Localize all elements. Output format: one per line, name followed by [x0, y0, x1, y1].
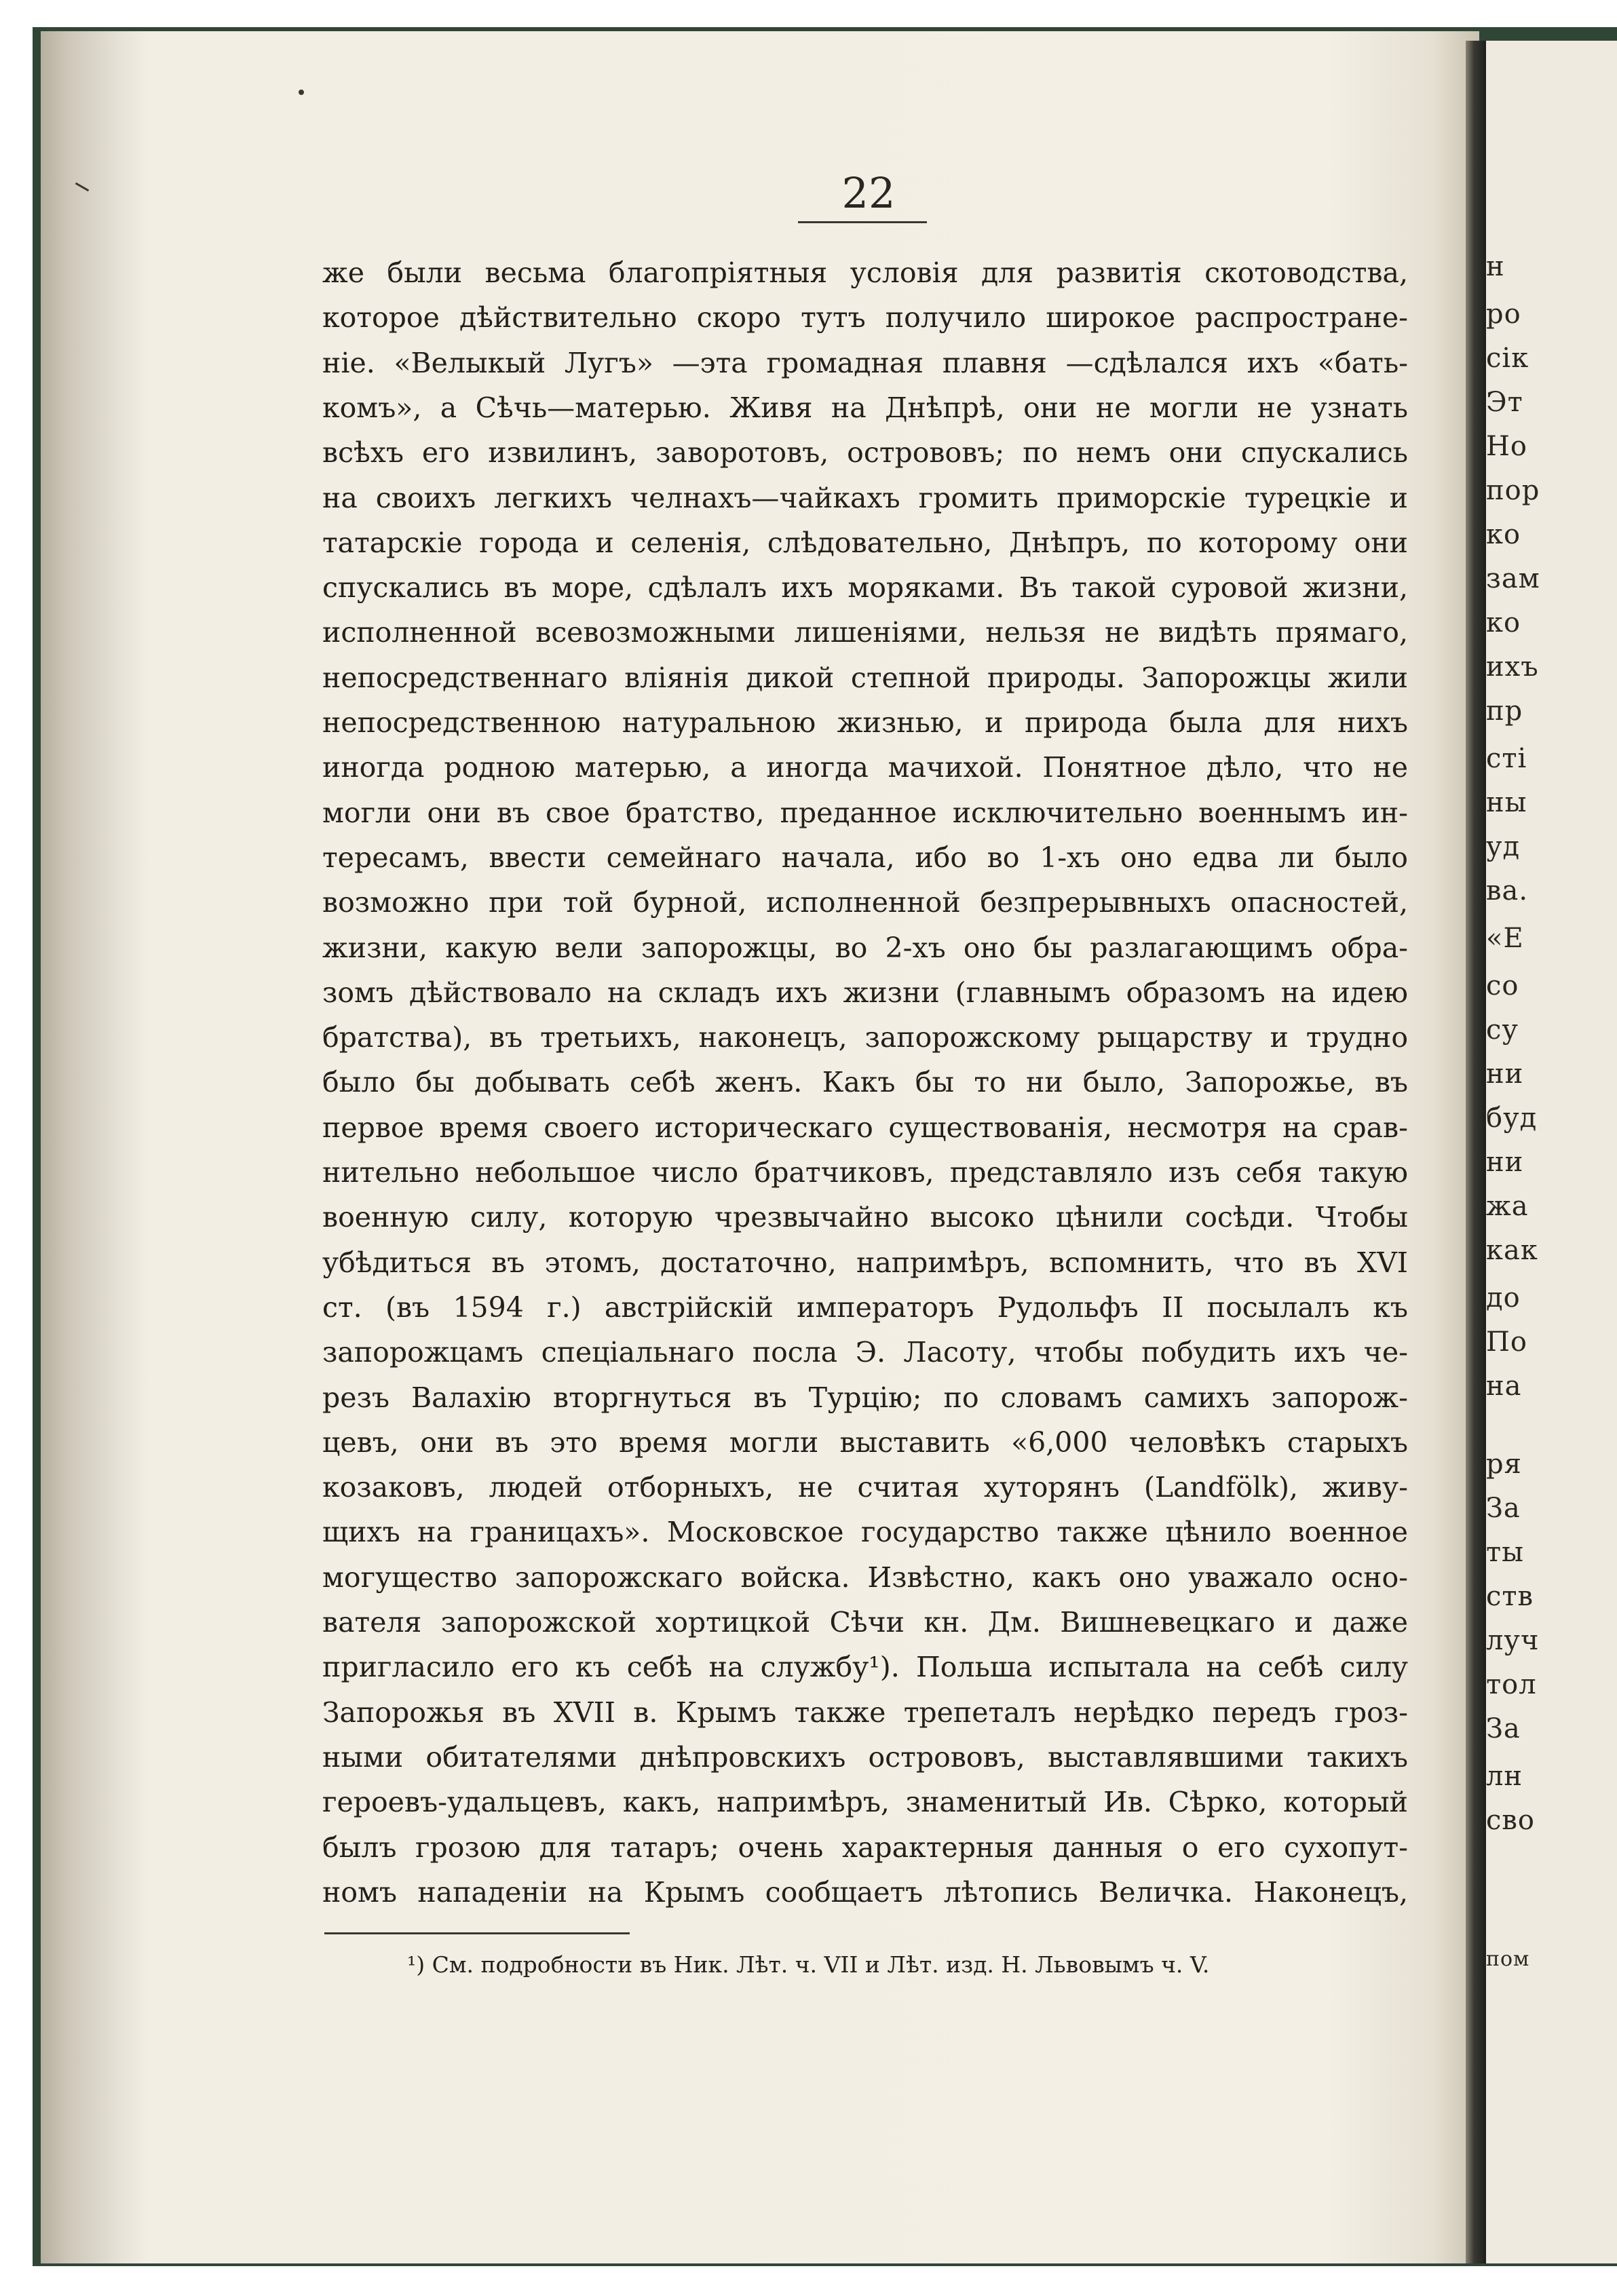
- book-gutter: [1466, 41, 1486, 2263]
- next-page-fragment: со: [1486, 970, 1519, 1001]
- next-page-fragment: уд: [1486, 831, 1521, 862]
- text-line: резъ Валахію вторгнуться въ Турцію; по словамъ самихъ запорож-: [322, 1381, 1408, 1414]
- text-line: героевъ-удальцевъ, какъ, напримѣръ, знаменитый Ив. Сѣрко, который: [322, 1786, 1408, 1819]
- text-line: былъ грозою для татаръ; очень характерныя данныя о его сухопут-: [322, 1831, 1408, 1864]
- text-line: цевъ, они въ это время могли выставить «6,000 человѣкъ старыхъ: [322, 1426, 1408, 1459]
- page-shadow: [41, 31, 149, 2263]
- next-page-fragment: пор: [1486, 475, 1540, 506]
- text-line: нительно небольшое число братчиковъ, представляло изъ себя такую: [322, 1156, 1408, 1189]
- text-line: ст. (въ 1594 г.) австрійскій императоръ Рудольфъ II посылалъ къ: [322, 1290, 1408, 1324]
- next-page-fragment: на: [1486, 1371, 1522, 1402]
- next-page-fragment: Эт: [1486, 387, 1523, 418]
- text-line: комъ», а Сѣчь—матерью. Живя на Днѣпрѣ, они не могли не узнать: [322, 391, 1408, 424]
- text-line: могущество запорожскаго войска. Извѣстно, какъ оно уважало осно-: [322, 1561, 1408, 1594]
- next-page-fragment: ни: [1486, 1147, 1524, 1178]
- next-page-edge: [1486, 41, 1617, 2263]
- next-page-fragment: ва.: [1486, 875, 1529, 906]
- text-line: всѣхъ его извилинъ, заворотовъ, острововъ; по немъ они спускались: [322, 436, 1408, 470]
- text-line: же были весьма благопріятныя условія для развитія скотоводства,: [322, 256, 1408, 289]
- next-page-fragment: сті: [1486, 743, 1527, 774]
- text-line: первое время своего историческаго существованія, несмотря на срав-: [322, 1111, 1408, 1144]
- next-page-fragment: ко: [1486, 607, 1521, 638]
- text-line: братства), въ третьихъ, наконецъ, запорожскому рыцарству и трудно: [322, 1021, 1408, 1054]
- text-line: ными обитателями днѣпровскихъ острововъ, выставлявшими такихъ: [322, 1740, 1408, 1774]
- text-line: спускались въ море, сдѣлалъ ихъ моряками. Въ такой суровой жизни,: [322, 571, 1408, 605]
- next-page-fragment: По: [1486, 1326, 1527, 1358]
- next-page-fragment: луч: [1486, 1625, 1540, 1656]
- next-page-fragment: «Е: [1486, 923, 1524, 954]
- text-line: вателя запорожской хортицкой Сѣчи кн. Дм. Вишневецкаго и даже: [322, 1606, 1408, 1639]
- text-line: иногда родною матерью, а иногда мачихой. Понятное дѣло, что не: [322, 751, 1408, 784]
- text-line: запорожцамъ спеціальнаго посла Э. Ласоту, чтобы побудить ихъ че-: [322, 1336, 1408, 1369]
- next-page-fragment: пом: [1486, 1947, 1530, 1971]
- next-page-fragment: ко: [1486, 519, 1521, 550]
- next-page-fragment: ро: [1486, 299, 1521, 330]
- text-line: жизни, какую вели запорожцы, во 2-хъ оно бы разлагающимъ обра-: [322, 931, 1408, 964]
- next-page-fragment: ств: [1486, 1581, 1534, 1612]
- text-line: Запорожья въ XVII в. Крымъ также трепеталъ нерѣдко передъ гроз-: [322, 1696, 1408, 1729]
- text-line: было бы добывать себѣ женъ. Какъ бы то ни было, Запорожье, въ: [322, 1066, 1408, 1099]
- text-line: возможно при той бурной, исполненной безпрерывныхъ опасностей,: [322, 886, 1408, 919]
- next-page-fragment: ни: [1486, 1058, 1524, 1090]
- next-page-fragment: как: [1486, 1235, 1538, 1266]
- next-page-fragment: лн: [1486, 1761, 1523, 1792]
- next-page-fragment: до: [1486, 1282, 1521, 1314]
- next-page-fragment: н: [1486, 251, 1505, 282]
- next-page-fragment: Но: [1486, 431, 1527, 462]
- next-page-fragment: жа: [1486, 1191, 1529, 1222]
- text-line: татарскіе города и селенія, слѣдовательно, Днѣпръ, по которому они: [322, 526, 1408, 559]
- text-line: которое дѣйствительно скоро тутъ получило широкое распростране-: [322, 301, 1408, 334]
- text-line: военную силу, которую чрезвычайно высоко цѣнили сосѣди. Чтобы: [322, 1201, 1408, 1234]
- footnote: ¹) См. подробности въ Ник. Лѣт. ч. VII и Лѣт. изд. Н. Львовымъ ч. V.: [407, 1951, 1210, 1978]
- text-line: пригласило его къ себѣ на службу¹). Польша испытала на себѣ силу: [322, 1651, 1408, 1684]
- next-page-fragment: зам: [1486, 563, 1540, 594]
- footnote-rule: [324, 1932, 630, 1934]
- next-page-fragment: ря: [1486, 1449, 1522, 1480]
- text-line: непосредственною натуральною жизнью, и природа была для нихъ: [322, 706, 1408, 739]
- next-page-fragment: тол: [1486, 1669, 1537, 1700]
- text-line: щихъ на границахъ». Московское государство также цѣнило военное: [322, 1516, 1408, 1549]
- page-number-rule: [798, 221, 927, 223]
- text-line: тересамъ, ввести семейнаго начала, ибо во 1-хъ оно едва ли было: [322, 841, 1408, 874]
- page-number: 22: [841, 168, 896, 218]
- next-page-fragment: ихъ: [1486, 651, 1539, 683]
- text-line: на своихъ легкихъ челнахъ—чайкахъ громить приморскіе турецкіе и: [322, 481, 1408, 514]
- text-line: зомъ дѣйствовало на складъ ихъ жизни (главнымъ образомъ на идею: [322, 976, 1408, 1009]
- text-line: непосредственнаго вліянія дикой степной природы. Запорожцы жили: [322, 661, 1408, 694]
- text-line: убѣдиться въ этомъ, достаточно, напримѣръ, вспомнить, что въ XVI: [322, 1246, 1408, 1279]
- next-page-fragment: су: [1486, 1014, 1519, 1046]
- text-line: козаковъ, людей отборныхъ, не считая хуторянъ (Landfölk), живу-: [322, 1471, 1408, 1504]
- text-line: номъ нападеніи на Крымъ сообщаетъ лѣтопись Величка. Наконецъ,: [322, 1875, 1408, 1909]
- next-page-fragment: сво: [1486, 1805, 1536, 1836]
- text-line: могли они въ свое братство, преданное исключительно военнымъ ин-: [322, 796, 1408, 829]
- next-page-fragment: ны: [1486, 787, 1527, 818]
- next-page-fragment: ты: [1486, 1537, 1524, 1568]
- next-page-fragment: буд: [1486, 1103, 1538, 1134]
- next-page-fragment: пр: [1486, 695, 1523, 727]
- next-page-fragment: За: [1486, 1493, 1521, 1524]
- next-page-fragment: За: [1486, 1713, 1521, 1744]
- ink-spot: [299, 90, 304, 95]
- text-line: ніе. «Велыкый Лугъ» —эта громадная плавня —сдѣлался ихъ «бать-: [322, 346, 1408, 379]
- text-line: исполненной всевозможными лишеніями, нельзя не видѣть прямаго,: [322, 616, 1408, 649]
- next-page-fragment: сік: [1486, 343, 1529, 374]
